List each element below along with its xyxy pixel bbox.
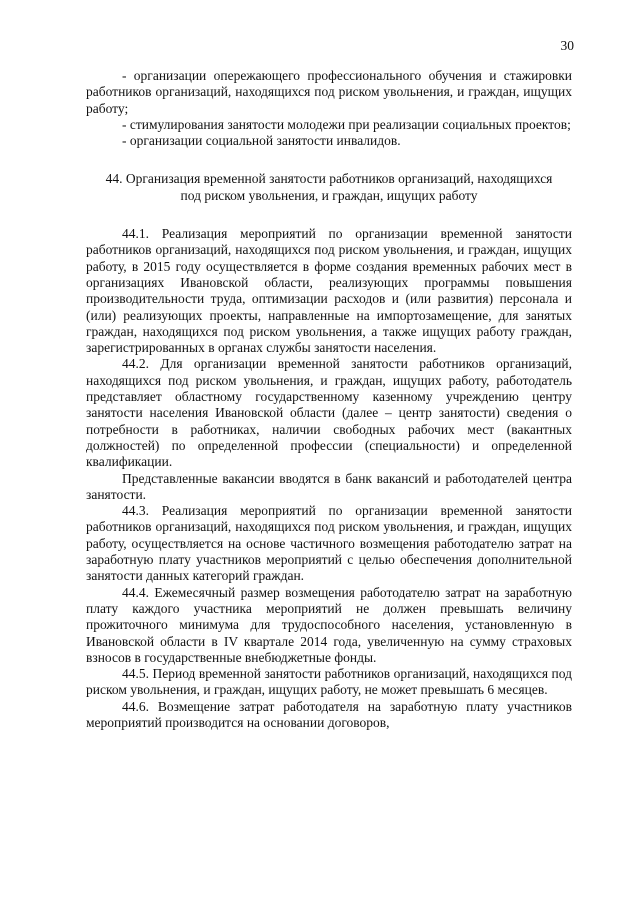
paragraph: 44.1. Реализация мероприятий по организации временной занятости работников организаций, находящихся под риском увольнения, и граждан, ищущих работу, в 2015 году осуществляется в форме создания временных рабочих мест в организациях Ивановской области, реализующих программы повышения производительности труда, оптимизации расходов и (или развития) персонала и (или) реализующих проекты, направленные на импортозамещение, для занятых граждан, находящихся под риском увольнения, а также ищущих работу граждан, зарегистрированных в органах службы занятости населения. (86, 226, 572, 356)
paragraph: Представленные вакансии вводятся в банк вакансий и работодателей центра занятости. (86, 470, 572, 502)
list-item: - стимулирования занятости молодежи при реализации социальных проектов; (122, 116, 571, 132)
list-item: - организации опережающего профессионального обучения и стажировки работников организаций, находящихся под риском увольнения, и граждан, ищущих работу; (86, 68, 572, 116)
paragraph: 44.2. Для организации временной занятости работников организаций, находящихся под риском увольнения, и граждан, ищущих работу, работодатель представляет областному государственному казенному учреждению центру занятости населения Ивановской области (далее – центр занятости) сведения о потребности в работниках, наличии свободных рабочих мест (вакантных должностей) по определенной профессии (специальности) и определенной квалификации. (86, 356, 572, 470)
list-item: - организации социальной занятости инвалидов. (122, 133, 401, 149)
paragraph: 44.3. Реализация мероприятий по организации временной занятости работников организаций, находящихся под риском увольнения, и граждан, ищущих работу, осуществляется на основе частичного возмещения работодателю затрат на заработную плату участников мероприятий с целью обеспечения дополнительной занятости данных категорий граждан. (86, 503, 572, 584)
document-body (86, 68, 572, 731)
paragraph: 44.5. Период временной занятости работников организаций, находящихся под риском увольнения, и граждан, ищущих работу, не может превышать 6 месяцев. (86, 666, 572, 698)
page-number: 30 (560, 38, 574, 53)
paragraph: 44.4. Ежемесячный размер возмещения работодателю затрат на заработную плату каждого участника мероприятий не должен превышать величину прожиточного минимума для трудоспособного населения, установленную в Ивановской области в IV квартале 2014 года, увеличенную на сумму страховых взносов в государственные внебюджетные фонды. (86, 584, 572, 665)
section-heading: 44. Организация временной занятости работников организаций, находящихся под риском увольнения, и граждан, ищущих работу (105, 171, 553, 203)
paragraph: 44.6. Возмещение затрат работодателя на заработную плату участников мероприятий производится на основании договоров, (86, 698, 572, 730)
